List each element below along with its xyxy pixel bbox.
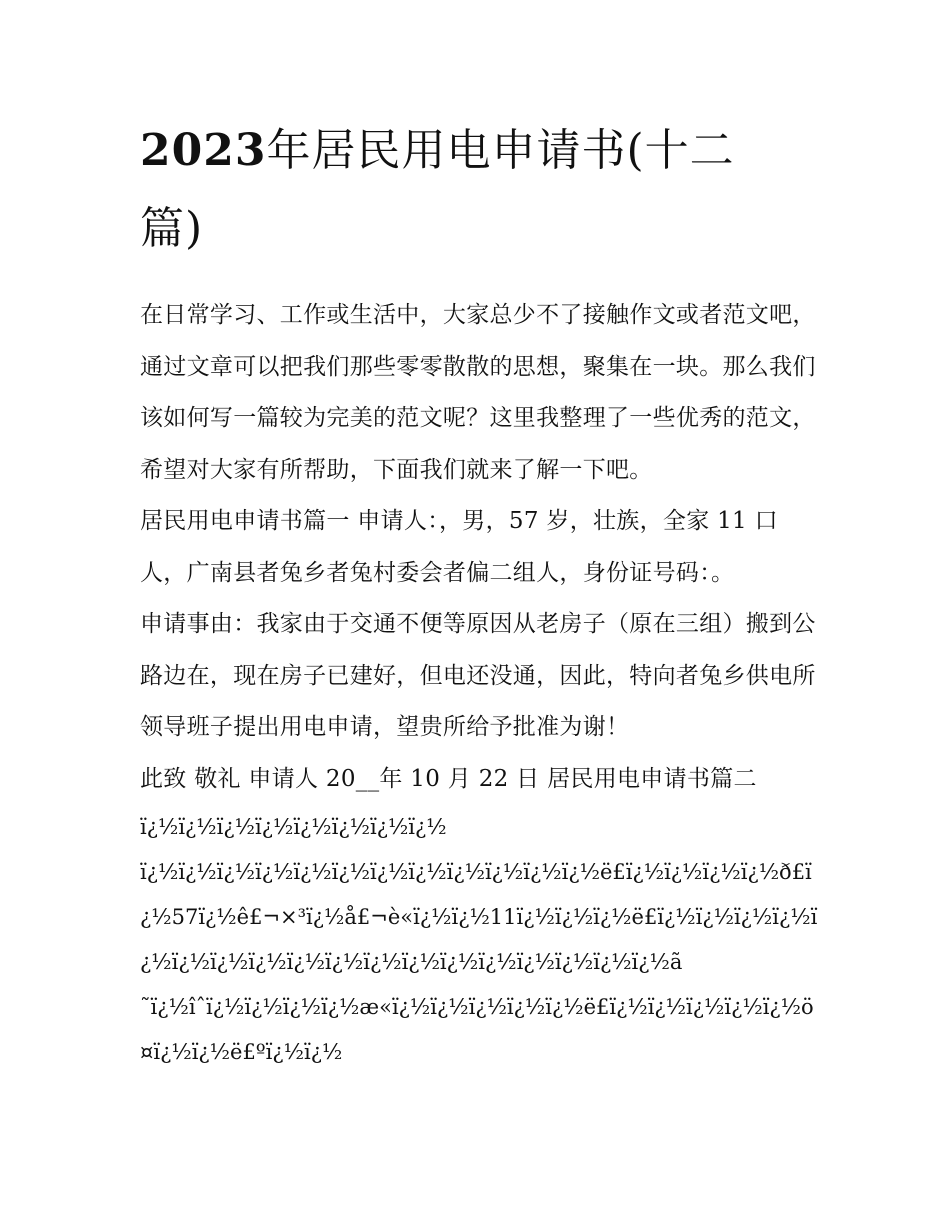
- document-title: [140, 112, 820, 268]
- garbled-text-block: ˜ï¿½îˆï¿½ï¿½ï¿½ï¿½æ«ï¿½ï¿½ï¿½ï¿½ï¿½ë£ï¿½ï¿½ï¿½ï¿½ï¿½ö¤ï¿½ï¿½ë£ºï¿½ï¿½: [140, 995, 814, 1064]
- title-text-line2: 篇): [140, 203, 204, 254]
- section1-reason-paragraph: 申请事由：我家由于交通不便等原因从老房子（原在三组）搬到公路边在，现在房子已建好，但电还没通，因此，特向者兔乡供电所领导班子提出用电申请，望贵所给予批准为谢！: [140, 611, 816, 740]
- garbled-text-line: ï¿½ï¿½ï¿½ï¿½ï¿½ï¿½ï¿½ï¿½: [140, 815, 447, 839]
- title-text: 年居民用电申请书(十二: [266, 125, 735, 176]
- section1-header-paragraph: 居民用电申请书篇一 申请人：，男，57 岁，壮族，全家 11 口人，广南县者兔乡者兔村委会者偏二组人，身份证号码：。: [140, 508, 778, 586]
- garbled-text-block: ï¿½ï¿½ï¿½ï¿½ï¿½ï¿½ï¿½ï¿½ï¿½ï¿½ï¿½ï¿½ë£ï¿½ï¿½ï¿½ï¿½ð£ï¿½57ï¿½ê£¬×³ï¿½å£¬è«ï¿½ï¿½11ï¿½ï¿½ï¿½ë£ï¿½ï¿½ï¿½ï¿½ï¿½ï¿½ï¿½ï¿½ï¿½ï¿½ï¿½ï¿½ï¿½ï¿½ï¿½ï¿½ï¿½ï¿½ã: [140, 860, 818, 974]
- document-page: [140, 112, 820, 1075]
- title-year: 2023: [140, 125, 267, 176]
- section1-closing-paragraph: 此致 敬礼 申请人 20__年 10 月 22 日 居民用电申请书篇二: [140, 765, 757, 792]
- intro-paragraph: 在日常学习、工作或生活中，大家总少不了接触作文或者范文吧，通过文章可以把我们那些零零散散的思想，聚集在一块。那么我们该如何写一篇较为完美的范文呢？这里我整理了一些优秀的范文，希望对大家有所帮助，下面我们就来了解一下吧。: [140, 302, 816, 483]
